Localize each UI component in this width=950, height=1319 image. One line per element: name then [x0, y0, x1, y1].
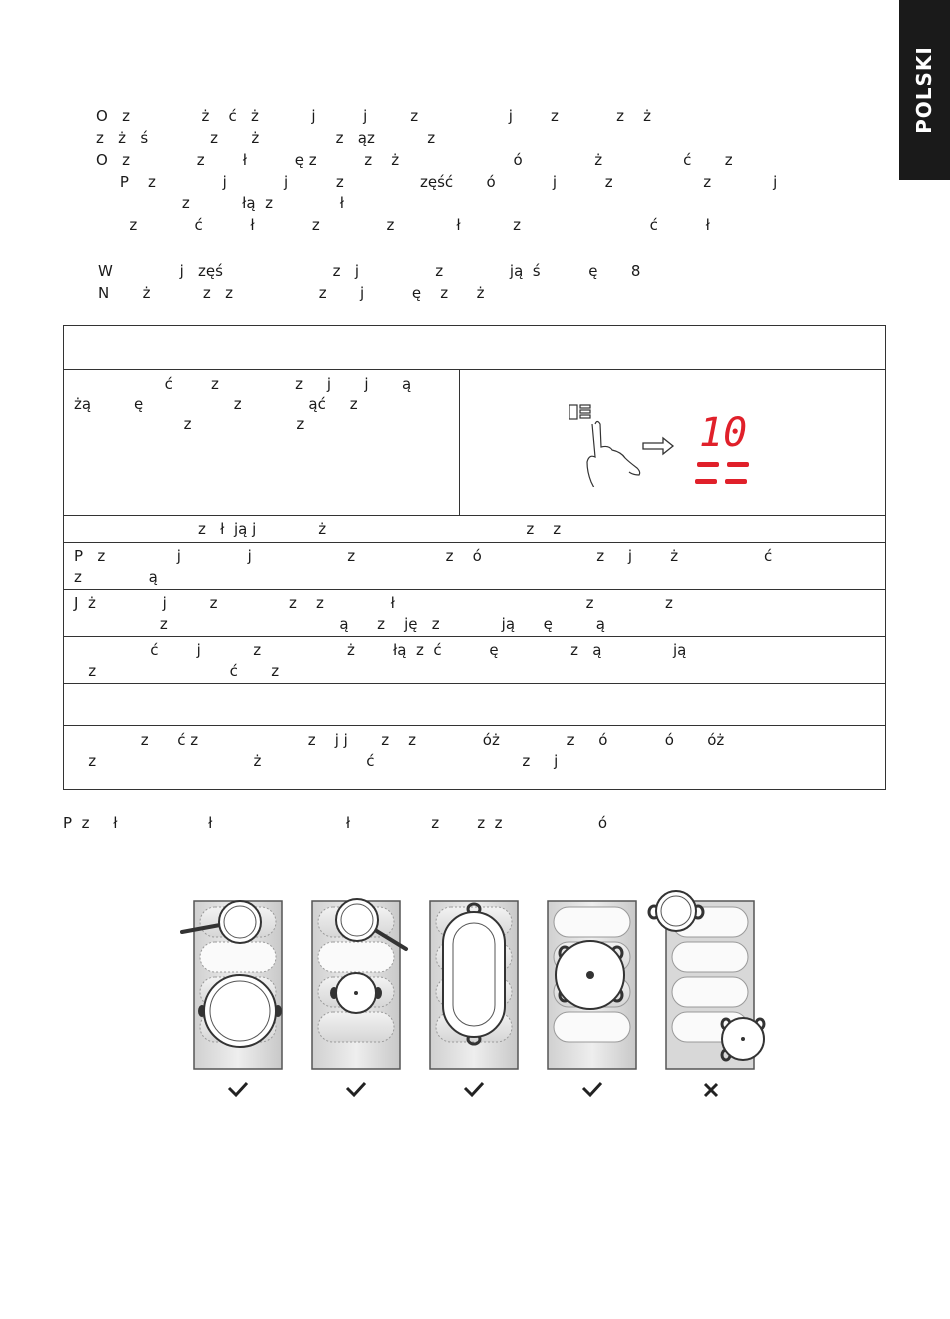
- table-row-text: z ż ć z j: [74, 752, 559, 770]
- table-row-text: z ą: [74, 568, 158, 586]
- display-digits-10: [699, 410, 747, 456]
- pot-off-zone: [656, 891, 696, 931]
- table-row: [64, 589, 885, 636]
- large-pot: [204, 975, 276, 1047]
- hob-example-1: [182, 901, 282, 1069]
- table-row: [64, 725, 885, 791]
- control-key-icon: [569, 405, 590, 419]
- note-line: N ż z z z j ę z ż: [98, 284, 485, 302]
- table-row-text: żą ę z ąć z: [74, 395, 358, 413]
- finger-icon: [587, 422, 640, 488]
- oval-pan: [443, 912, 505, 1037]
- intro-line: z ć ł z z ł z ć ł: [96, 216, 710, 234]
- check-icon: [465, 1083, 483, 1095]
- hob-examples: [170, 885, 790, 1105]
- table-row-text: ć j z ż łą z ć ę z ą ją: [74, 641, 687, 659]
- check-icon: [347, 1083, 365, 1095]
- hob-examples-drawing: [170, 885, 790, 1105]
- hob-example-5: [649, 891, 764, 1069]
- table-row-text: ć z z j j ą: [74, 375, 412, 393]
- illustration-caption: P z ł ł ł z z z ó: [63, 814, 608, 832]
- table-row: [64, 636, 885, 683]
- table-column-divider: [459, 370, 460, 515]
- table-row: [64, 369, 885, 515]
- info-table: [63, 325, 886, 790]
- small-pan: [336, 899, 378, 941]
- table-row-text: z ć z z j j z z óż z ó ó óż: [74, 731, 725, 749]
- table-row: [64, 542, 885, 589]
- cross-icon: [705, 1084, 717, 1096]
- intro-line: P z j j z zęść ó j z z j: [96, 173, 778, 191]
- hob-example-4: [548, 901, 636, 1069]
- table-row-text: P z j j z z ó z j ż ć: [74, 547, 773, 565]
- arrow-right-icon: [643, 438, 673, 454]
- table-row: [64, 683, 885, 725]
- intro-line: z łą z ł: [96, 194, 345, 212]
- table-row-text: z ł ją j ż z z: [74, 520, 562, 538]
- check-icon: [583, 1083, 601, 1095]
- intro-line: z ż ś z ż z ąz z: [96, 129, 436, 147]
- intro-line: O z ż ć ż j j z j z z ż: [96, 107, 651, 125]
- hob-example-3: [430, 901, 518, 1069]
- table-row: [64, 326, 885, 369]
- check-icon: [229, 1083, 247, 1095]
- table-row-text: J ż j z z z ł z z: [74, 594, 673, 612]
- table-row-text: z z: [74, 415, 305, 433]
- hob-example-2: [312, 899, 406, 1069]
- display-top-value: 10: [699, 410, 748, 456]
- table-row-text: z ą z ję z ją ę ą: [74, 615, 605, 633]
- display-dashes: [695, 462, 749, 484]
- language-tab-label: POLSKI: [912, 46, 936, 134]
- intro-line: O z z ł ę z z ż ó ż ć z: [96, 151, 733, 169]
- note-line: W j zęś z j z ją ś ę 8: [98, 262, 641, 280]
- language-tab: [899, 0, 950, 180]
- small-pan: [219, 901, 261, 943]
- table-row: [64, 515, 885, 542]
- touch-display-illustration: [569, 402, 759, 487]
- table-row-text: z ć z: [74, 662, 280, 680]
